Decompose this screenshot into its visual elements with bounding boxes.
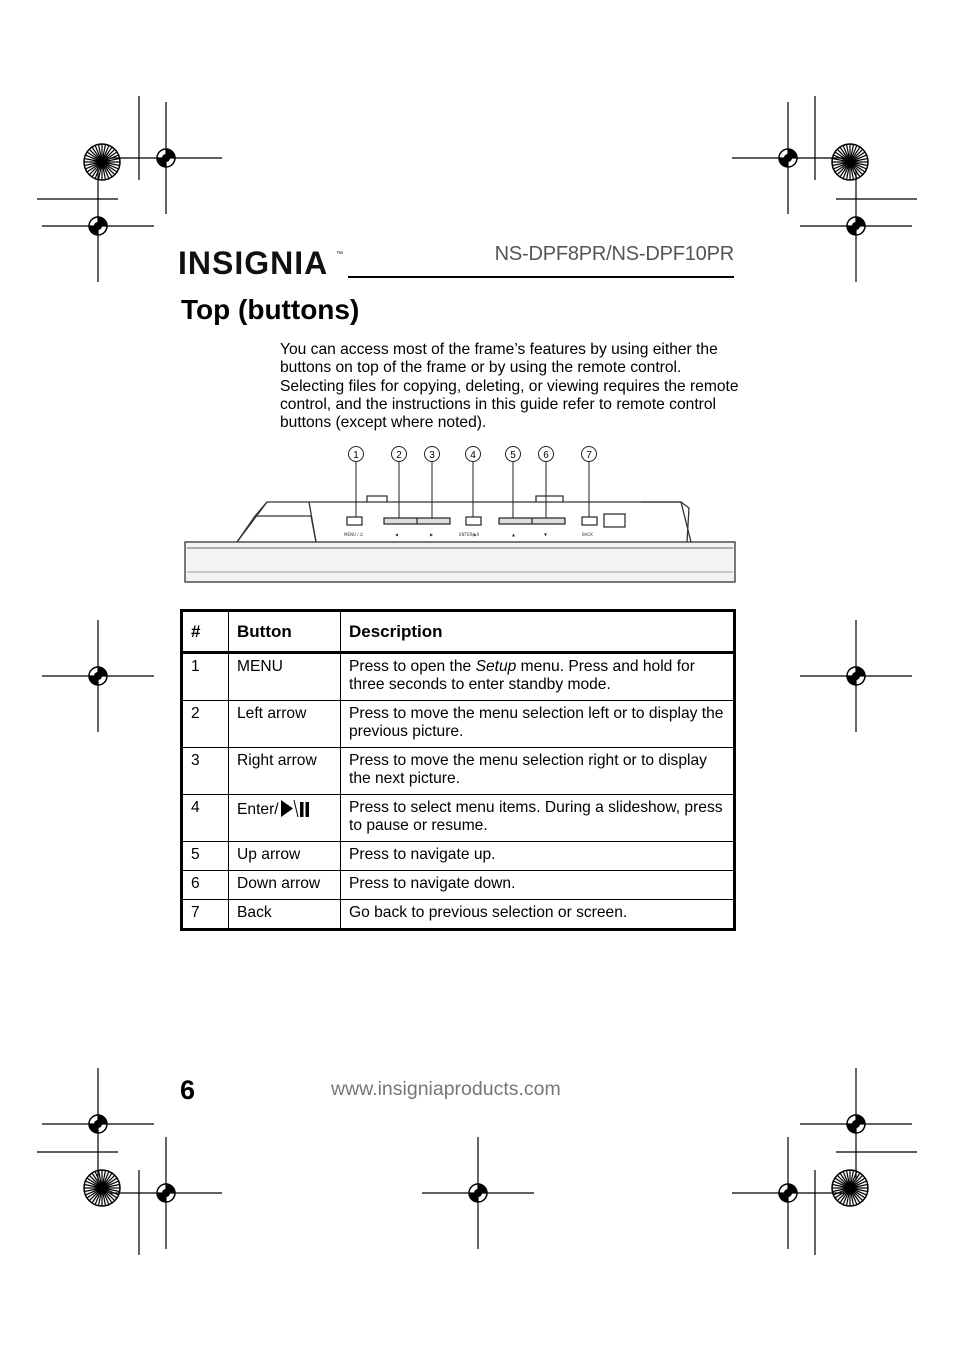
svg-text:◀: ◀ xyxy=(395,532,399,537)
row-button: Right arrow xyxy=(229,748,341,795)
callout-1: 1 xyxy=(353,450,359,461)
row-button: Down arrow xyxy=(229,871,341,900)
row-description: Press to open the Setup menu. Press and hold for three seconds to enter standby mode. xyxy=(341,653,735,701)
row-description: Go back to previous selection or screen. xyxy=(341,900,735,930)
row-num: 4 xyxy=(182,795,229,842)
row-button: Enter/ xyxy=(229,795,341,842)
section-title: Top (buttons) xyxy=(181,294,360,325)
buttons-table xyxy=(180,609,736,931)
logo-text: INSIGNIA xyxy=(178,245,329,281)
row-description: Press to select menu items. During a slideshow, press to pause or resume. xyxy=(341,795,735,842)
svg-text:▶: ▶ xyxy=(430,532,434,537)
svg-text:▲: ▲ xyxy=(512,532,516,537)
header-description: Description xyxy=(341,611,735,653)
svg-text:BACK: BACK xyxy=(582,532,593,537)
svg-text:MENU / ⏻: MENU / ⏻ xyxy=(344,532,363,537)
callout-2: 2 xyxy=(396,450,402,461)
setup-emphasis: Setup xyxy=(475,658,517,675)
svg-text:ENTER/▶II: ENTER/▶II xyxy=(459,532,480,537)
insignia-logo xyxy=(178,236,348,284)
row-num: 1 xyxy=(182,653,229,701)
row-button: Up arrow xyxy=(229,842,341,871)
header-rule xyxy=(348,276,734,278)
callout-7: 7 xyxy=(586,450,592,461)
callout-5: 5 xyxy=(510,450,516,461)
footer-url: www.insigniaproducts.com xyxy=(331,1078,561,1100)
row-description: Press to move the menu selection left or to display the previous picture. xyxy=(341,701,735,748)
row-description: Press to navigate down. xyxy=(341,871,735,900)
row-description: Press to navigate up. xyxy=(341,842,735,871)
table-row xyxy=(182,842,735,871)
row-num: 7 xyxy=(182,900,229,930)
callout-6: 6 xyxy=(543,450,549,461)
row-button: MENU xyxy=(229,653,341,701)
callout-3: 3 xyxy=(429,450,435,461)
intro-paragraph: You can access most of the frame’s features by using either the buttons on top of the frame or by using the remote control. Selecting files for copying, deleting, or viewing requires the remote control, and the instructions in this guide refer to remote control buttons (except where noted). xyxy=(280,341,739,432)
callout-4: 4 xyxy=(470,450,476,461)
table-header-row xyxy=(182,611,735,653)
model-number: NS-DPF8PR/NS-DPF10PR xyxy=(494,243,734,265)
table-row xyxy=(182,871,735,900)
row-num: 6 xyxy=(182,871,229,900)
row-description: Press to move the menu selection right or to display the next picture. xyxy=(341,748,735,795)
svg-text:™: ™ xyxy=(336,251,343,258)
row-num: 3 xyxy=(182,748,229,795)
header-button: Button xyxy=(229,611,341,653)
table-row xyxy=(182,900,735,930)
play-pause-icon xyxy=(280,799,310,818)
row-num: 2 xyxy=(182,701,229,748)
table-row xyxy=(182,795,735,842)
table-row xyxy=(182,748,735,795)
page-number: 6 xyxy=(180,1075,196,1105)
table-row xyxy=(182,701,735,748)
row-button: Left arrow xyxy=(229,701,341,748)
header-num: # xyxy=(182,611,229,653)
table-row xyxy=(182,653,735,701)
row-num: 5 xyxy=(182,842,229,871)
frame-top-diagram xyxy=(181,438,737,586)
row-button: Back xyxy=(229,900,341,930)
svg-text:▼: ▼ xyxy=(544,532,548,537)
